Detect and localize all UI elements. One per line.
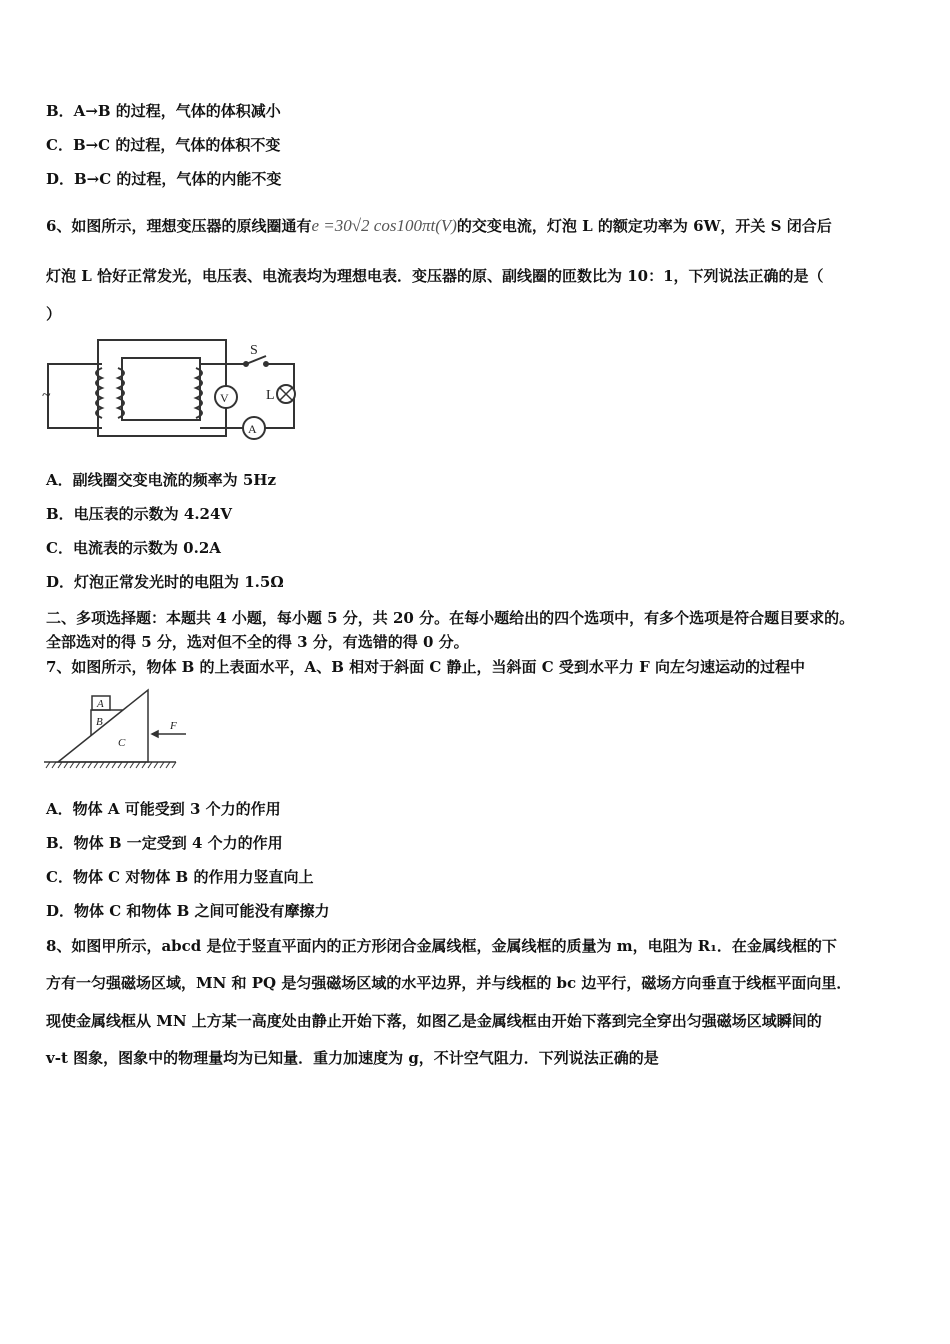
- label-f: F: [170, 720, 177, 732]
- section2-heading-line1: 二、多项选择题：本题共 4 小题，每小题 5 分，共 20 分。在每小题给出的四个选项中，有多个选项是符合题目要求的。: [46, 609, 855, 627]
- incline-blocks-figure: [44, 688, 194, 774]
- q6-stem-part2: 的交变电流，灯泡 L 的额定功率为 6W，开关 S 闭合后: [456, 217, 832, 235]
- q5-option-d: D．B→C 的过程，气体的内能不变: [46, 170, 282, 188]
- transformer-circuit-figure: [44, 336, 304, 461]
- q6-stem-line1: [46, 216, 832, 236]
- q7-stem: 7、如图所示，物体 B 的上表面水平，A、B 相对于斜面 C 静止，当斜面 C 受到水平力 F 向左匀速运动的过程中: [46, 658, 805, 676]
- q7-option-d: D．物体 C 和物体 B 之间可能没有摩擦力: [46, 902, 330, 920]
- label-c: C: [118, 737, 126, 749]
- q5-option-c: C．B→C 的过程，气体的体积不变: [46, 136, 281, 154]
- q6-stem-line3: ）: [46, 305, 62, 323]
- ammeter-label: A: [248, 422, 257, 436]
- q8-stem-line1: 8、如图甲所示，abcd 是位于竖直平面内的正方形闭合金属线框，金属线框的质量为 m，电阻为 R₁．在金属线框的下: [46, 937, 837, 955]
- label-b: B: [96, 716, 103, 728]
- q5-option-b: B．A→B 的过程，气体的体积减小: [46, 102, 281, 120]
- ac-source-symbol: ~: [42, 387, 51, 404]
- q6-formula: e =30√2 cos100πt(V): [311, 216, 457, 235]
- voltmeter-label: V: [220, 391, 229, 405]
- label-a: A: [97, 698, 104, 710]
- q7-option-c: C．物体 C 对物体 B 的作用力竖直向上: [46, 868, 314, 886]
- q7-option-b: B．物体 B 一定受到 4 个力的作用: [46, 834, 283, 852]
- q8-stem-line3: 现使金属线框从 MN 上方某一高度处由静止开始下落，如图乙是金属线框由开始下落到完全穿出匀强磁场区域瞬间的: [46, 1012, 822, 1030]
- q8-stem-line2: 方有一匀强磁场区域，MN 和 PQ 是匀强磁场区域的水平边界，并与线框的 bc 边平行，磁场方向垂直于线框平面向里．: [46, 974, 852, 992]
- q8-stem-line4: v-t 图象，图象中的物理量均为已知量．重力加速度为 g，不计空气阻力．下列说法正确的是: [46, 1049, 659, 1067]
- q6-option-d: D．灯泡正常发光时的电阻为 1.5Ω: [46, 573, 284, 591]
- switch-label: S: [250, 343, 258, 358]
- q6-option-b: B．电压表的示数为 4.24V: [46, 505, 233, 523]
- q6-option-c: C．电流表的示数为 0.2A: [46, 539, 221, 557]
- q6-option-a: A．副线圈交变电流的频率为 5Hz: [46, 471, 276, 489]
- q6-stem-line2: 灯泡 L 恰好正常发光，电压表、电流表均为理想电表．变压器的原、副线圈的匝数比为 10：1，下列说法正确的是（: [46, 267, 824, 285]
- q7-option-a: A．物体 A 可能受到 3 个力的作用: [46, 800, 281, 818]
- q6-stem-part1: 6、如图所示，理想变压器的原线圈通有: [46, 217, 312, 235]
- primary-wire: [48, 364, 102, 428]
- lamp-label: L: [266, 388, 275, 403]
- section2-heading-line2: 全部选对的得 5 分，选对但不全的得 3 分，有选错的得 0 分。: [46, 633, 469, 651]
- transformer-core-inner: [122, 358, 200, 420]
